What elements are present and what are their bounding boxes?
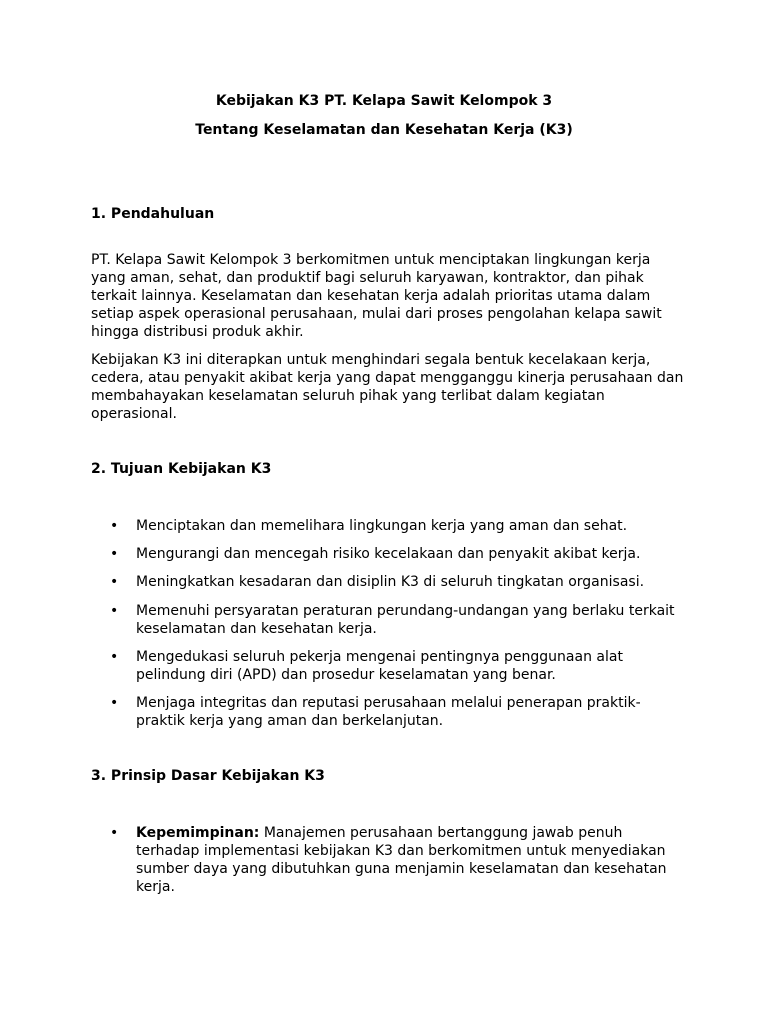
list-item-line: keselamatan dan kesehatan kerja. (136, 621, 377, 637)
paragraph-line: operasional. (91, 406, 177, 422)
bullet-icon: • (110, 603, 119, 619)
paragraph-line: yang aman, sehat, dan produktif bagi seluruh karyawan, kontraktor, dan pihak (91, 270, 644, 286)
paragraph-line: Kebijakan K3 ini diterapkan untuk menghindari segala bentuk kecelakaan kerja, (91, 352, 651, 368)
bullet-icon: • (110, 546, 119, 562)
list-item-line: Menciptakan dan memelihara lingkungan kerja yang aman dan sehat. (136, 518, 628, 534)
list-item (136, 694, 696, 730)
bullet-icon: • (110, 574, 119, 590)
list-item (136, 517, 696, 535)
paragraph-line: PT. Kelapa Sawit Kelompok 3 berkomitmen untuk menciptakan lingkungan kerja (91, 252, 651, 268)
paragraph-line: terkait lainnya. Keselamatan dan kesehatan kerja adalah prioritas utama dalam (91, 288, 651, 304)
list-item-line: Mengurangi dan mencegah risiko kecelakaan dan penyakit akibat kerja. (136, 546, 641, 562)
paragraph-intro-2 (91, 351, 691, 423)
section-heading-prinsip: 3. Prinsip Dasar Kebijakan K3 (91, 768, 325, 784)
bullet-icon: • (110, 649, 119, 665)
list-item-line: Mengedukasi seluruh pekerja mengenai pentingnya penggunaan alat (136, 649, 623, 665)
list-item-line: Menjaga integritas dan reputasi perusahaan melalui penerapan praktik- (136, 695, 641, 711)
paragraph-line: cedera, atau penyakit akibat kerja yang dapat mengganggu kinerja perusahaan dan (91, 370, 684, 386)
list-item-line: kerja. (136, 879, 175, 895)
list-item-line: terhadap implementasi kebijakan K3 dan berkomitmen untuk menyediakan (136, 843, 666, 859)
list-item-line (136, 824, 696, 842)
section-heading-tujuan: 2. Tujuan Kebijakan K3 (91, 461, 272, 477)
document-subtitle: Tentang Keselamatan dan Kesehatan Kerja (K3) (195, 122, 573, 138)
list-item-line: Meningkatkan kesadaran dan disiplin K3 di seluruh tingkatan organisasi. (136, 574, 645, 590)
list-item (136, 648, 696, 684)
paragraph-line: membahayakan keselamatan seluruh pihak yang terlibat dalam kegiatan (91, 388, 605, 404)
list-item (136, 824, 696, 896)
list-item-line: Memenuhi persyaratan peraturan perundang-undangan yang berlaku terkait (136, 603, 675, 619)
list-item-text: Manajemen perusahaan bertanggung jawab penuh (259, 825, 623, 841)
list-item (136, 602, 696, 638)
paragraph-line: hingga distribusi produk akhir. (91, 324, 304, 340)
document-title: Kebijakan K3 PT. Kelapa Sawit Kelompok 3 (215, 93, 553, 109)
list-item-line: pelindung diri (APD) dan prosedur keselamatan yang benar. (136, 667, 556, 683)
list-item (136, 573, 696, 591)
list-item-line: praktik kerja yang aman dan berkelanjutan. (136, 713, 444, 729)
bullet-icon: • (110, 518, 119, 534)
list-item-line: sumber daya yang dibutuhkan guna menjamin keselamatan dan kesehatan (136, 861, 667, 877)
section-heading-pendahuluan: 1. Pendahuluan (91, 206, 215, 222)
bullet-icon: • (110, 825, 119, 841)
list-item (136, 545, 696, 563)
paragraph-line: setiap aspek operasional perusahaan, mulai dari proses pengolahan kelapa sawit (91, 306, 662, 322)
paragraph-intro-1 (91, 251, 691, 341)
bullet-icon: • (110, 695, 119, 711)
list-item-term: Kepemimpinan: (136, 825, 260, 841)
